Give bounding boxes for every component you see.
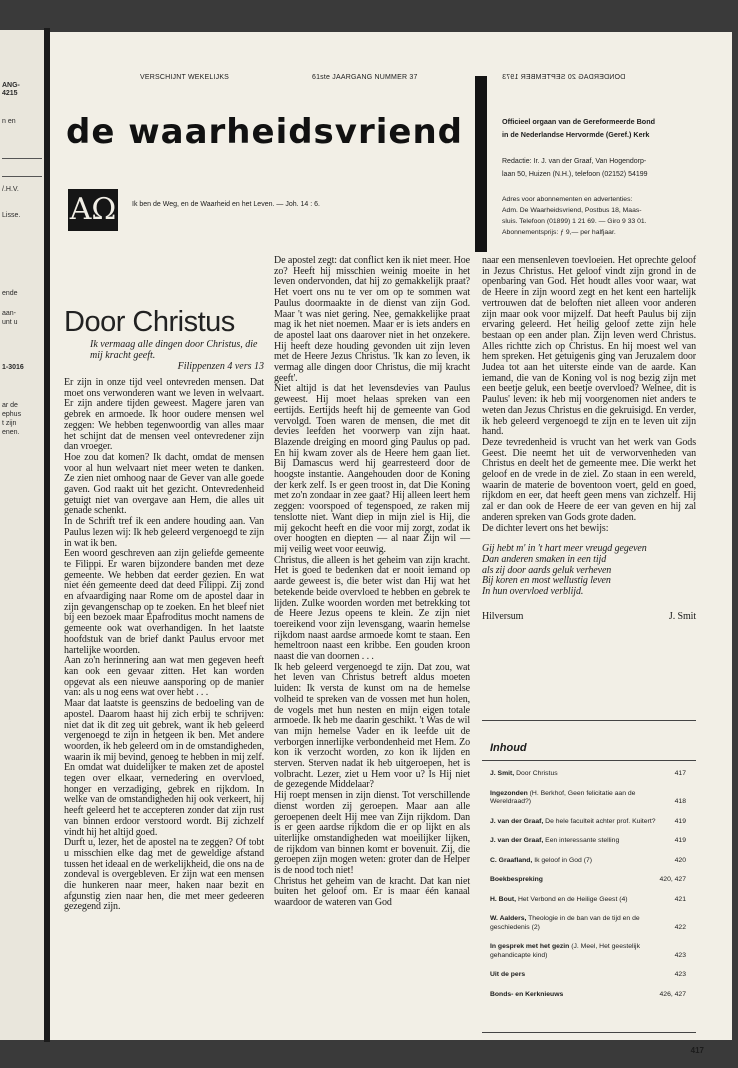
toc-text: Theologie in de ban van de tijd en de geschiedenis (2) (490, 915, 640, 931)
toc-entry[interactable] (490, 991, 686, 1000)
table-of-contents (490, 770, 686, 1010)
toc-page: 423 (674, 951, 686, 959)
prev-fragment: t zijn (2, 420, 17, 427)
header-frequency: VERSCHIJNT WEKELIJKS (140, 74, 230, 81)
toc-author: J. Smit, (490, 770, 515, 777)
signature-author: J. Smit (668, 610, 696, 622)
toc-text: (J. Meel, Het geestelijk gehandicapte kind) (490, 943, 640, 959)
toc-text: (H. Berkhof, Geen felicitatie aan de Wereldraad?) (490, 789, 636, 805)
article-column-1 (64, 378, 264, 913)
toc-entry[interactable] (490, 896, 686, 905)
poem-line: In hun overvloed verblijd. (482, 586, 584, 598)
redactie-line: laan 50, Huizen (N.H.), telefoon (02152) 54199 (502, 171, 648, 178)
paragraph: In de Schrift tref ik een andere houding aan. Van Paulus lezen wij: Ik heb geleerd vergenoegd te zijn in wat ik ben. (64, 516, 264, 549)
paragraph: Durft u, lezer, het de apostel na te zeggen? Of tobt u misschien elke dag met de geweldige afstand tussen het ideaal en de werkelijkheid, die ons na de zondeval is overgebleven. Er zijn wat een mensen die hunkeren naar meer, haken naar bezit en afgunstig zien naar hen, die met meer gedeeren gezegend zijn. (64, 837, 264, 913)
toc-entry[interactable] (490, 915, 686, 932)
paragraph: Aan zo'n herinnering aan wat men gegeven heeft kan ook een gevaar zitten. Het kan worden opgevat als een nieuwe aansporing op de manier van: als u nog eens wat over hebt . . . (64, 655, 264, 699)
toc-author: H. Bout, (490, 895, 517, 903)
org-line: Officieel orgaan van de Gereformeerde Bond (502, 117, 655, 126)
paragraph: Niet altijd is dat het levensdevies van Paulus geweest. Hij moet helaas spreken van een eertijds. Eertijds heeft hij de gemeente van God vervolgd. Toen waren de mensen, die met dit devies leefden het voorwerp van zijn haat. Blazende dreiging en moord ging Paulus op pad. En hij kwam zover als de Heere hem gaan liet. Bij Damascus werd hij gearresteerd door de hoogste instantie. Aangehouden door de Koning der kerk zelf. Is er geen troost in, dat Die Koning met zo'n zondaar in zee gaat? Hij alleen leert hem zeggen: voorspoed of tegenspoed, ze raken mij tenslotte niet. Want diep in mijn ziel is Hij, die mij gekocht heeft en die voor mij zorgt, zodat ik over hoogten en diepten — al naar Zijn wil — mij veilig weet voor eeuwig. (274, 383, 470, 555)
prev-fragment: ephus (2, 411, 22, 418)
toc-entry[interactable] (490, 876, 686, 885)
paragraph: Christus, die alleen is het geheim van zijn kracht. Het is goed te bedenken dat er nooit iemand op aarde geweest is, die beter wist dan Hij wat het betekende beide overvloed te hebben en gebrek te lijden. Zulke woorden worden met betrekking tot de Heere Jezus opeens te klein. Ze zijn niet toereikend voor zijn levensgang, waarin hemelse rijkdom naast aardse armoede komt te staan. Een hemeltroon naast een kribbe. Een gouden kroon naast die van doornen . . . (274, 554, 470, 663)
alpha-omega-logo: AΩ (68, 189, 118, 231)
paragraph: Een woord geschreven aan zijn geliefde gemeente te Filippi. Er waren bijzondere banden met deze gemeente. We hebben dat eerder gezien. En wat niet één gemeente deed dat deed Filippi. Zij zond en afvaardiging naar Rome om de apostel daar in zijn gevangenschap op te zoeken. En het bleef niet bij een bezoek maar Epafroditus mocht namens de gemeente ook wat overhandigen. In het laatste hoofdstuk van de brief dankt Paulus ervoor met hartelijke woorden. (64, 548, 264, 656)
poem-line: Gij hebt m' in 't hart meer vreugd gegeven (482, 543, 647, 555)
paragraph: Hij roept mensen in zijn dienst. Tot verschillende dienst worden zij geroepen. Maar aan alle geroepenen deelt Hij mee van Zijn rijkdom. Dan is er geen aardse rijkdom die er op lijkt en als uiterlijke omstandigheden wat moeilijker lijken, de rijkdom van binnen komt er bovenuit. Zij, die geroepen zijn mogen weten: groter dan de Helper is de nood toch niet! (274, 790, 470, 877)
redactie-line: Redactie: Ir. J. van der Graaf, Van Hogendorp- (502, 158, 647, 165)
toc-author: J. van der Graaf, (490, 817, 544, 825)
prev-fragment: ar de (2, 402, 18, 409)
header-volume: 61ste JAARGANG NUMMER 37 (312, 74, 418, 81)
toc-entry[interactable] (490, 837, 686, 846)
prev-fragment: 4215 (2, 90, 18, 97)
article-title: Door Christus (64, 306, 235, 338)
admin-line: Adm. De Waarheidsvriend, Postbus 18, Maas- (502, 207, 642, 214)
toc-author: Bonds- en Kerknieuws (490, 990, 564, 998)
paragraph: Maar dat laatste is geenszins de bedoeling van de apostel. Daarom haast hij zich erbij te schrijven: niet dat ik dit zeg uit gebrek, want ik heb geleerd vergenoegd te zijn in hetgeen ik ben. Met andere woorden, ik heb geleerd om in de omstandigheden, waarin ik mij bevind, genoeg te hebben in mij zelf. En omdat wat duidelijker te maken zet de apostel tegen over elkaar, vernedering en overvloed, honger en verzadiging, gebrek en rijkdom. In welke van de omstandigheden hij ook verkeert, hij heeft geleerd het te accepteren zonder dat zijn rust van binnen erdoor verstoord wordt. Bij zichzelf vindt hij het altijd goed. (64, 698, 264, 838)
paragraph: Ik heb geleerd vergenoegd te zijn. Dat zou, wat het leven van Christus betreft aldus moeten luiden: Ik versta de kunst om na de hemelse volheid te spreken van de vossen met hun holen, de vogels met hun nesten en mijn eigen totale armoede. Ik heb me daarin geschikt. 't Was de wil van mijn hemelse Vader en ik leefde uit de verborgen innerlijke verbondenheid met Hem. Zo kon ik verzocht worden, zo kon ik lijden en sterven. Sterven nadat ik heb uitgeroepen, het is volbracht. Lezer, ziet u Hem voor u? Is Hij niet de gezegende Middelaar? (274, 661, 470, 791)
article-epigraph (90, 339, 270, 372)
poem-line: Dan anderen smaken in een tijd (482, 553, 607, 565)
toc-page: 419 (674, 837, 686, 844)
toc-author: Ingezonden (490, 789, 528, 797)
toc-author: Uit de pers (490, 971, 526, 978)
newspaper-page (50, 32, 732, 1055)
masthead-divider (475, 76, 487, 252)
prev-fragment: aan- (2, 310, 17, 317)
toc-entry[interactable] (490, 971, 686, 980)
poem (482, 544, 696, 598)
paragraph: De apostel zegt: dat conflict ken ik niet meer. Hoe zo? Heeft hij misschien weinig moeite in het leven ondervonden, dat hij zo gemakkelijk praat? Het voert ons nu te ver om op te sommen wat Paulus doormaakte in de dienst van zijn God. Maar 't was niet gering. Nee, gemakkelijke praat mag ik het niet noemen. Maar er is iets anders en de apostel laat ons daarover niet in het onzekere. Hij heeft deze houding gevonden uit zijn leven met de Heere Jezus Christus. 'Ik kan zo leven, ik vermag alle dingen door Christus, die mij kracht geeft'. (274, 255, 470, 384)
admin-line: Adres voor abonnementen en advertenties: (502, 196, 633, 203)
toc-author: W. Aalders, (490, 915, 527, 922)
toc-author: J. van der Graaf, (490, 837, 544, 844)
toc-entry[interactable] (490, 818, 686, 827)
toc-page: 426, 427 (659, 990, 686, 998)
toc-bottom-rule (482, 1032, 696, 1033)
paragraph: Er zijn in onze tijd veel ontevreden mensen. Dat moet ons verwonderen want we leven in welvaart. Er zijn andere tijden geweest. Magere jaren van gebrek en armoede. Ik hoor oudere mensen wel zeggen: We hebben tegenwoordig van alles maar het schijnt dat de mensen veel ontevredener zijn dan vroeger. (64, 377, 264, 453)
paragraph: Deze tevredenheid is vrucht van het werk van Gods Geest. Die neemt het uit de verworvenheden van Christus en deelt het de gemeente mee. Die werkt het geloof en de vrede in de ziel. Zo staan in een wereld, waarin de materie de boventoon voert, geld en goed, rijkdom en eer, dat heeft geen mens van zichzelf. Hij zal er dan ook de Heere de eer van geven en hij zal anderen spreken van Gods grote daden. (482, 436, 696, 523)
signature (482, 612, 696, 623)
toc-entry[interactable] (490, 790, 686, 807)
previous-page-strip (0, 30, 44, 1040)
header-date: DONDERDAG 20 SEPTEMBER 1973 (502, 74, 626, 81)
prev-fragment: enen. (2, 429, 20, 436)
toc-entry[interactable] (490, 857, 686, 866)
toc-author: C. Graafland, (490, 856, 533, 864)
prev-fragment: Lisse. (2, 212, 21, 219)
toc-text: Een interessante stelling (545, 837, 620, 844)
prev-fragment: /.H.V. (2, 186, 19, 193)
toc-author: In gesprek met het gezin (490, 943, 570, 950)
page-number: 417 (690, 1046, 704, 1055)
toc-author: Boekbespreking (490, 876, 543, 883)
prev-rule (2, 158, 42, 159)
editorial-address (502, 155, 648, 181)
article-column-3 (482, 256, 696, 623)
paragraph: Christus het geheim van de kracht. Dat kan niet buiten het geloof om. Er is maar één kanaal waardoor de wateren van God (274, 875, 470, 909)
prev-fragment: 1-3016 (2, 364, 24, 371)
toc-page: 420, 427 (659, 876, 686, 883)
paragraph: De dichter levert ons het bewijs: (482, 522, 609, 534)
organ-description (502, 115, 655, 141)
masthead-title: de waarheidsvriend (66, 112, 463, 152)
toc-text: Door Christus (516, 770, 558, 777)
toc-top-rule (482, 720, 696, 721)
prev-fragment: ANG- (2, 82, 20, 89)
prev-fragment: n en (2, 118, 16, 125)
toc-page: 419 (674, 817, 686, 825)
prev-rule (2, 176, 42, 177)
subscription-info (502, 194, 647, 238)
toc-page: 421 (674, 895, 686, 903)
toc-page: 420 (674, 856, 686, 864)
prev-fragment: ende (2, 290, 18, 297)
prev-fragment: unt u (2, 319, 18, 326)
poem-line: als zij door aards geluk verheven (482, 564, 612, 576)
toc-page: 417 (674, 770, 686, 777)
motto: Ik ben de Weg, en de Waarheid en het Leven. — Joh. 14 : 6. (132, 201, 320, 208)
toc-heading: Inhoud (490, 742, 527, 754)
article-column-2 (274, 256, 470, 909)
toc-rule (482, 760, 696, 761)
toc-page: 423 (674, 971, 686, 978)
admin-line: Abonnementsprijs: ƒ 9,— per halfjaar. (502, 229, 616, 236)
toc-text: Het Verbond en de Heilige Geest (4) (517, 895, 628, 903)
admin-line: sluis. Telefoon (01899) 1 21 69. — Giro 9 33 01. (502, 218, 647, 225)
toc-entry[interactable] (490, 943, 686, 960)
org-line: in de Nederlandse Hervormde (Geref.) Kerk (502, 130, 650, 139)
signature-place: Hilversum (482, 610, 524, 622)
epigraph-text: Ik vermaag alle dingen door Christus, die mij kracht geeft. (90, 339, 258, 361)
toc-page: 422 (674, 923, 686, 931)
toc-page: 418 (674, 798, 686, 805)
poem-line: Bij koren en most wellustig leven (482, 575, 611, 587)
paragraph: Hoe zou dat komen? Ik dacht, omdat de mensen voor al hun welvaart niet meer weten te danken. Ze zien niet omhoog naar de Gever van alle goede gaven. God raakt uit het gezicht. Ontevredenheid getuigt niet van overgave aan Hem, die alles uit genade schenkt. (64, 451, 264, 517)
toc-entry[interactable] (490, 770, 686, 779)
toc-text: Ik geloof in God (7) (534, 856, 593, 864)
toc-text: De hele faculteit achter prof. Kuitert? (545, 817, 656, 825)
epigraph-reference: Filippenzen 4 vers 13 (177, 361, 264, 372)
paragraph: naar een mensenleven toevloeien. Het oprechte geloof in Jezus Christus. Het geloof vindt zijn grond in de openbaring van God. Het houdt alles voor waar, wat de Heere in zijn woord zegt en het kent een hartelijk vertrouwen dat de beloften niet alleen voor anderen zijn maar ook voor mijzelf. Dat heeft Paulus bij zijn ervaring geleerd. Het heilig geloof zette zijn hele bestaan op een ander plan. Zijn leven werd Christus. Alles richtte zich op Christus. En hij moest wel van hem spreken. Het getuigenis ging van Jeruzalem door Judea tot aan het uiterste einde van de aarde. Kan iemand, die van de Koning vol is nog bezig zijn met een beetje geluk, een beetje overvloed? Welnee, dit is Paulus' leven: ik heb mij voorgenomen niet anders te weten dan Jezus Christus en die gekruisigd. En verder, ik heb geleerd vergenoegd te zijn en te leven uit zijn hand. (482, 255, 696, 438)
